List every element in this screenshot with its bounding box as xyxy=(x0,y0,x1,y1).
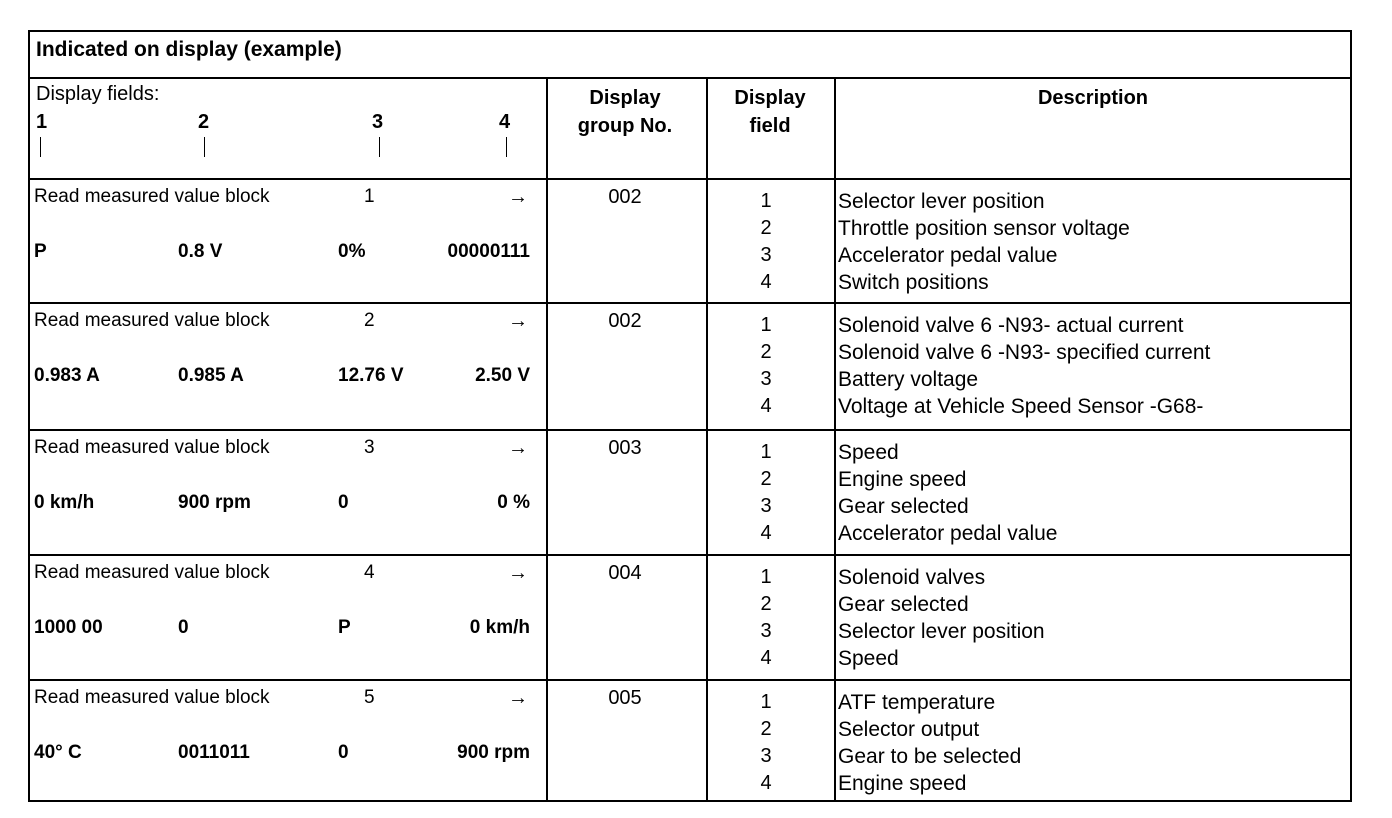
description-text: Selector output xyxy=(838,718,980,741)
row-label: Read measured value block xyxy=(34,437,270,458)
description-text: ATF temperature xyxy=(838,691,996,714)
display-value: 00000111 xyxy=(447,241,530,262)
display-value: 0.8 V xyxy=(178,241,223,262)
field-tick xyxy=(379,137,380,157)
display-field-number: 4 xyxy=(760,395,772,417)
display-value: 2.50 V xyxy=(475,365,530,386)
row-divider xyxy=(30,679,1350,681)
display-field-number: 2 xyxy=(760,468,772,490)
column-divider xyxy=(834,79,836,800)
arrow-icon: → xyxy=(508,687,528,709)
table-caption: Indicated on display (example) xyxy=(30,32,1350,79)
field-tick xyxy=(506,137,507,157)
header-description: Description xyxy=(1037,87,1149,109)
display-value: 0 xyxy=(178,617,189,638)
description-text: Gear selected xyxy=(838,495,969,518)
display-value: 0% xyxy=(338,241,366,262)
description-text: Switch positions xyxy=(838,271,989,294)
display-value: 0 xyxy=(338,492,349,513)
field-number-3: 3 xyxy=(372,111,384,133)
description-text: Solenoid valve 6 -N93- actual current xyxy=(838,314,1184,337)
display-field-number: 3 xyxy=(760,368,772,390)
display-value: 900 rpm xyxy=(457,742,530,763)
header-display-fields xyxy=(30,79,546,179)
field-tick xyxy=(40,137,41,157)
display-value: 0 xyxy=(338,742,349,763)
column-divider xyxy=(546,79,548,800)
display-fields-label: Display fields: xyxy=(36,83,160,105)
description-text: Accelerator pedal value xyxy=(838,522,1058,545)
description-text: Battery voltage xyxy=(838,368,979,391)
display-value: P xyxy=(338,617,351,638)
row-label: Read measured value block xyxy=(34,562,270,583)
block-number: 2 xyxy=(364,310,375,331)
description-text: Engine speed xyxy=(838,772,967,795)
arrow-icon: → xyxy=(508,562,528,584)
row-label: Read measured value block xyxy=(34,186,270,207)
display-field-number: 2 xyxy=(760,341,772,363)
block-number: 3 xyxy=(364,437,375,458)
display-field-number: 1 xyxy=(760,691,772,713)
display-value: 12.76 V xyxy=(338,365,404,386)
block-number: 5 xyxy=(364,687,375,708)
row-label: Read measured value block xyxy=(34,310,270,331)
row-divider xyxy=(30,178,1350,180)
display-field-number: 3 xyxy=(760,495,772,517)
column-divider xyxy=(706,79,708,800)
block-number: 1 xyxy=(364,186,375,207)
field-tick xyxy=(204,137,205,157)
description-text: Accelerator pedal value xyxy=(838,244,1058,267)
display-field-number: 4 xyxy=(760,522,772,544)
display-value: 1000 00 xyxy=(34,617,103,638)
field-number-1: 1 xyxy=(36,111,48,133)
display-value: P xyxy=(34,241,47,262)
display-field-number: 3 xyxy=(760,745,772,767)
display-field-number: 4 xyxy=(760,271,772,293)
display-field-number: 4 xyxy=(760,647,772,669)
display-value: 0.985 A xyxy=(178,365,244,386)
block-number: 4 xyxy=(364,562,375,583)
row-label: Read measured value block xyxy=(34,687,270,708)
display-field-number: 4 xyxy=(760,772,772,794)
description-text: Solenoid valve 6 -N93- specified current xyxy=(838,341,1211,364)
display-value: 0 km/h xyxy=(34,492,95,513)
display-value: 0 km/h xyxy=(469,617,530,638)
description-text: Selector lever position xyxy=(838,190,1045,213)
field-number-2: 2 xyxy=(198,111,210,133)
arrow-icon: → xyxy=(508,186,528,208)
row-divider xyxy=(30,429,1350,431)
description-text: Gear selected xyxy=(838,593,969,616)
display-field-number: 3 xyxy=(760,620,772,642)
display-field-number: 3 xyxy=(760,244,772,266)
display-group-number: 005 xyxy=(608,687,642,709)
field-number-4: 4 xyxy=(499,111,511,133)
description-text: Speed xyxy=(838,441,899,464)
description-text: Speed xyxy=(838,647,899,670)
display-field-number: 1 xyxy=(760,441,772,463)
display-group-number: 002 xyxy=(608,310,642,332)
data-table xyxy=(28,30,1352,802)
display-field-number: 1 xyxy=(760,190,772,212)
display-field-number: 2 xyxy=(760,718,772,740)
header-display-group: Display group No. xyxy=(577,87,673,137)
description-text: Solenoid valves xyxy=(838,566,986,589)
display-field-number: 2 xyxy=(760,217,772,239)
display-field-number: 2 xyxy=(760,593,772,615)
description-text: Throttle position sensor voltage xyxy=(838,217,1130,240)
description-text: Engine speed xyxy=(838,468,967,491)
display-value: 40° C xyxy=(34,742,82,763)
arrow-icon: → xyxy=(508,310,528,332)
row-divider xyxy=(30,554,1350,556)
display-group-number: 004 xyxy=(608,562,642,584)
description-text: Selector lever position xyxy=(838,620,1045,643)
display-group-number: 002 xyxy=(608,186,642,208)
description-text: Gear to be selected xyxy=(838,745,1022,768)
display-value: 0011011 xyxy=(178,742,250,763)
header-display-field: Display field xyxy=(734,87,806,137)
display-value: 0 % xyxy=(497,492,530,513)
row-divider xyxy=(30,302,1350,304)
description-text: Voltage at Vehicle Speed Sensor -G68- xyxy=(838,395,1204,418)
display-field-number: 1 xyxy=(760,566,772,588)
display-group-number: 003 xyxy=(608,437,642,459)
display-value: 900 rpm xyxy=(178,492,251,513)
display-field-number: 1 xyxy=(760,314,772,336)
display-value: 0.983 A xyxy=(34,365,100,386)
arrow-icon: → xyxy=(508,437,528,459)
